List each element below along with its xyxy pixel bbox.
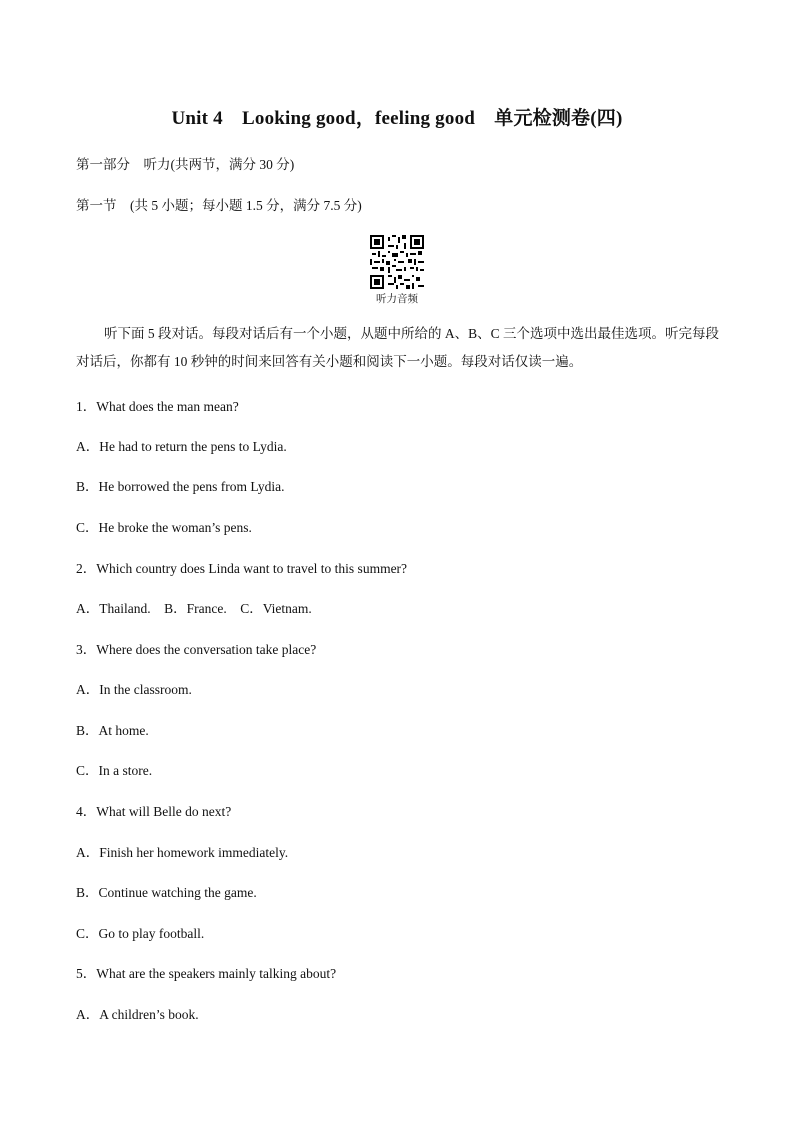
- qr-label: 听力音频: [376, 294, 418, 305]
- page-title: Unit 4 Looking good，feeling good 单元检测卷(四): [171, 108, 623, 129]
- question-5: 5．What are the speakers mainly talking about?: [76, 966, 337, 981]
- section-heading: 第一节 (共 5 小题；每小题 1.5 分，满分 7.5 分): [76, 198, 362, 213]
- option-3b: B．At home.: [76, 723, 149, 738]
- qr-code-icon[interactable]: [370, 235, 424, 289]
- option-4c: C．Go to play football.: [76, 926, 205, 941]
- part-heading: 第一部分 听力(共两节，满分 30 分): [76, 157, 295, 172]
- option-1b: B．He borrowed the pens from Lydia.: [76, 479, 285, 494]
- question-4: 4．What will Belle do next?: [76, 804, 232, 819]
- option-5a: A．A children’s book.: [76, 1007, 199, 1022]
- question-2: 2．Which country does Linda want to travel to this summer?: [76, 561, 408, 576]
- option-4a: A．Finish her homework immediately.: [76, 845, 289, 860]
- option-1c: C．He broke the woman’s pens.: [76, 520, 252, 535]
- question-3: 3．Where does the conversation take place?: [76, 642, 317, 657]
- option-1a: A．He had to return the pens to Lydia.: [76, 439, 287, 454]
- options-2: A．Thailand. B．France. C．Vietnam.: [76, 601, 312, 616]
- option-3a: A．In the classroom.: [76, 682, 192, 697]
- instructions: 听下面 5 段对话。每段对话后有一个小题，从题中所给的 A、B、C 三个选项中选出最佳选项。听完每段对话后，你都有 10 秒钟的时间来回答有关小题和阅读下一小题。每段对话仅读一遍。: [76, 326, 720, 369]
- option-4b: B．Continue watching the game.: [76, 885, 257, 900]
- question-1: 1．What does the man mean?: [76, 399, 239, 414]
- option-3c: C．In a store.: [76, 763, 153, 778]
